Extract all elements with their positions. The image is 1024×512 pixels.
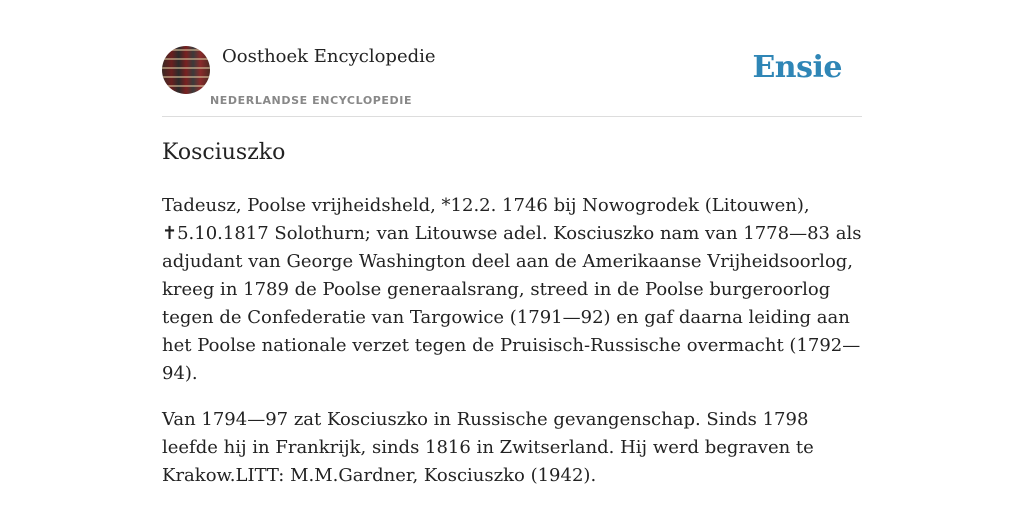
- article-paragraph: Van 1794—97 zat Kosciuszko in Russische gevangenschap. Sinds 1798 leefde hij in Frankrijk, sinds 1816 in Zwitserland. Hij werd begraven te Krakow.LITT: M.M.Gardner, Kosciuszko (1942).: [162, 409, 814, 486]
- logo-book-spines: [162, 46, 210, 94]
- site-header: [162, 44, 862, 117]
- ensie-brand-logo[interactable]: Ensie: [752, 50, 842, 85]
- article-title: Kosciuszko: [162, 140, 286, 165]
- article-body: [162, 192, 862, 508]
- site-subtitle: NEDERLANDSE ENCYCLOPEDIE: [210, 94, 413, 107]
- encyclopedia-books-logo[interactable]: [162, 46, 210, 94]
- article-paragraph: Tadeusz, Poolse vrijheidsheld, *12.2. 1746 bij Nowogrodek (Litouwen), ✝5.10.1817 Solothurn; van Litouwse adel. Kosciuszko nam van 1778—83 als adjudant van George Washington deel aan de Amerikaanse Vrijheidsoorlog, kreeg in 1789 de Poolse generaalsrang, streed in de Poolse burgeroorlog tegen de Confederatie van Targowice (1791—92) en gaf daarna leiding aan het Poolse nationale verzet tegen de Pruisisch-Russische overmacht (1792—94).: [162, 195, 862, 384]
- site-title[interactable]: Oosthoek Encyclopedie: [222, 46, 436, 67]
